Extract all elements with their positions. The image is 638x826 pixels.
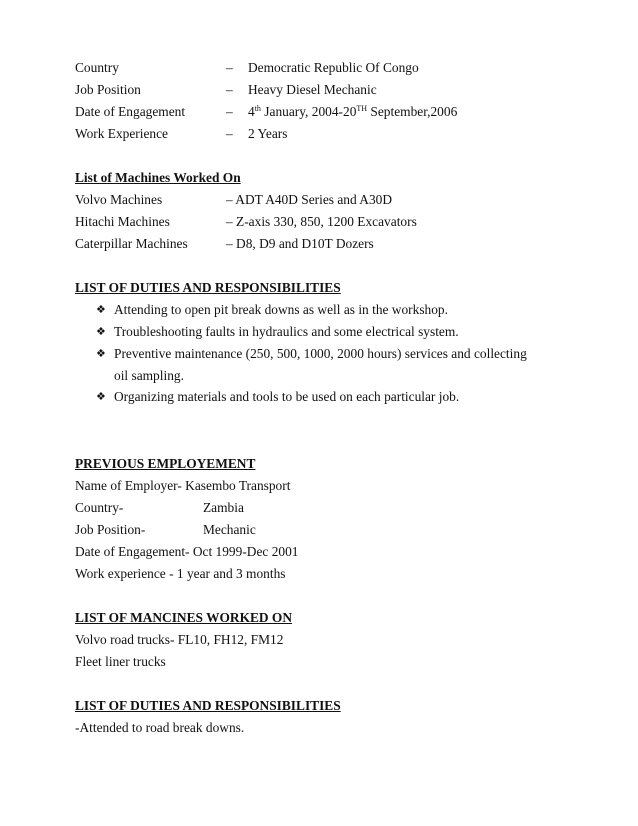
diamond-bullet-icon: ❖ — [96, 304, 106, 316]
country-value: Zambia — [203, 500, 244, 515]
employer-name: Name of Employer- Kasembo Transport — [75, 478, 291, 493]
summary-value: Democratic Republic Of Congo — [248, 60, 419, 75]
summary-label: Work Experience — [75, 126, 168, 141]
machine-label: Volvo Machines — [75, 192, 163, 207]
previous-duty-item: -Attended to road break downs. — [75, 720, 245, 735]
duty-item: Preventive maintenance (250, 500, 1000, 2000 hours) services and collecting — [114, 346, 527, 361]
machine-value: – ADT A40D Series and A30D — [226, 192, 393, 207]
diamond-bullet-icon: ❖ — [96, 348, 106, 360]
previous-employment-heading: PREVIOUS EMPLOYEMENT — [75, 456, 256, 471]
summary-separator: – — [226, 82, 233, 97]
previous-machine-item: Fleet liner trucks — [75, 654, 166, 669]
previous-machines-heading: LIST OF MANCINES WORKED ON — [75, 610, 293, 625]
summary-separator: – — [226, 126, 233, 141]
machine-label: Caterpillar Machines — [75, 236, 188, 251]
duties-heading: LIST OF DUTIES AND RESPONSIBILITIES — [75, 280, 341, 295]
summary-separator: – — [226, 60, 233, 75]
work-experience: Work experience - 1 year and 3 months — [75, 566, 286, 581]
diamond-bullet-icon: ❖ — [96, 326, 106, 338]
machine-value: – D8, D9 and D10T Dozers — [226, 236, 374, 251]
summary-value: 2 Years — [248, 126, 288, 141]
summary-label: Country — [75, 60, 119, 75]
summary-separator: – — [226, 104, 233, 119]
summary-value: 4th January, 2004-20TH September,2006 — [248, 104, 458, 119]
summary-label: Job Position — [75, 82, 141, 97]
duty-item: Troubleshooting faults in hydraulics and some electrical system. — [114, 324, 459, 339]
machine-label: Hitachi Machines — [75, 214, 170, 229]
summary-label: Date of Engagement — [75, 104, 186, 119]
previous-machine-item: Volvo road trucks- FL10, FH12, FM12 — [75, 632, 284, 647]
duty-item: Attending to open pit break downs as well as in the workshop. — [114, 302, 448, 317]
engagement-date: Date of Engagement- Oct 1999-Dec 2001 — [75, 544, 299, 559]
duty-item: Organizing materials and tools to be used on each particular job. — [114, 389, 460, 404]
machine-value: – Z-axis 330, 850, 1200 Excavators — [226, 214, 417, 229]
summary-value: Heavy Diesel Mechanic — [248, 82, 377, 97]
job-position-label: Job Position- — [75, 522, 146, 537]
machines-heading: List of Machines Worked On — [75, 170, 241, 185]
job-position-value: Mechanic — [203, 522, 256, 537]
duty-item-continuation: oil sampling. — [114, 368, 184, 383]
diamond-bullet-icon: ❖ — [96, 391, 106, 403]
country-label: Country- — [75, 500, 124, 515]
previous-duties-heading: LIST OF DUTIES AND RESPONSIBILITIES — [75, 698, 341, 713]
